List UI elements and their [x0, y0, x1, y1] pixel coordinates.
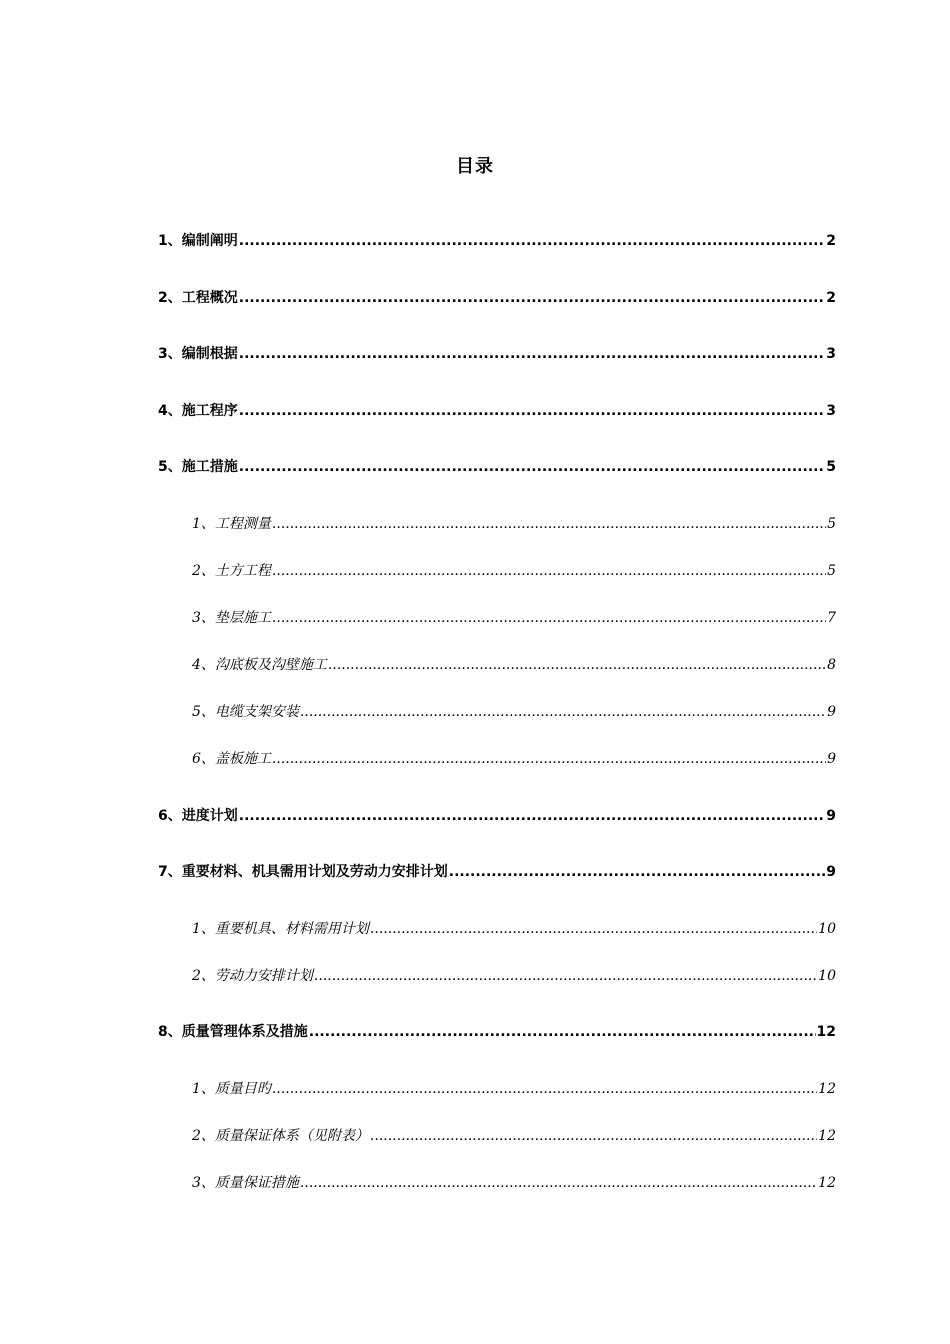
toc-entry-page: 9: [827, 704, 836, 720]
toc-entry[interactable]: [158, 287, 836, 307]
toc-entry-page: 12: [818, 1128, 836, 1144]
toc-entry[interactable]: [158, 400, 836, 420]
toc-entry-page: 10: [818, 968, 836, 984]
toc-leader-dots: [239, 233, 826, 249]
toc-entry-page: 10: [818, 921, 836, 937]
toc-leader-dots: [272, 563, 826, 579]
toc-entry-label: 4、沟底板及沟壁施工: [192, 657, 327, 673]
toc-entry-label: 1、工程测量: [192, 516, 271, 532]
toc-entry-label: 5、电缆支架安装: [192, 704, 299, 720]
toc-entry-label: 1、重要机具、材料需用计划: [192, 921, 369, 937]
toc-entry-page: 9: [826, 864, 836, 880]
toc-leader-dots: [272, 610, 826, 626]
toc-subentry[interactable]: [192, 748, 836, 768]
toc-entry-label: 5、施工措施: [158, 459, 238, 475]
toc-leader-dots: [272, 516, 826, 532]
toc-entry-page: 3: [826, 346, 836, 362]
toc-entry[interactable]: [158, 861, 836, 881]
toc-subentry[interactable]: [192, 560, 836, 580]
toc-subentry[interactable]: [192, 1172, 836, 1192]
toc-subentry[interactable]: [192, 654, 836, 674]
toc-entry-label: 4、施工程序: [158, 403, 238, 419]
toc-entry-page: 12: [816, 1024, 836, 1040]
toc-entry-label: 8、质量管理体系及措施: [158, 1024, 308, 1040]
toc-subentry[interactable]: [192, 918, 836, 938]
toc-leader-dots: [239, 459, 826, 475]
toc-entry-label: 3、质量保证措施: [192, 1175, 299, 1191]
toc-leader-dots: [272, 1081, 817, 1097]
toc-entry-label: 1、质量目旳: [192, 1081, 271, 1097]
toc-entry-label: 1、编制阐明: [158, 233, 238, 249]
toc-entry[interactable]: [158, 1021, 836, 1041]
toc-leader-dots: [370, 921, 817, 937]
toc-leader-dots: [300, 1175, 817, 1191]
toc-entry-page: 7: [827, 610, 836, 626]
toc-entry-label: 2、质量保证体系（见附表）: [192, 1128, 369, 1144]
toc-entry-page: 9: [826, 808, 836, 824]
toc-entry-label: 2、土方工程: [192, 563, 271, 579]
toc-leader-dots: [239, 808, 826, 824]
toc-subentry[interactable]: [192, 607, 836, 627]
toc-entry-page: 5: [827, 516, 836, 532]
toc-entry[interactable]: [158, 456, 836, 476]
toc-entry-page: 12: [818, 1175, 836, 1191]
toc-subentry[interactable]: [192, 1078, 836, 1098]
toc-subentry[interactable]: [192, 1125, 836, 1145]
toc-entry-page: 9: [827, 751, 836, 767]
toc-subentry[interactable]: [192, 701, 836, 721]
toc-entry[interactable]: [158, 805, 836, 825]
toc-leader-dots: [370, 1128, 817, 1144]
toc-entry-label: 3、编制根据: [158, 346, 238, 362]
toc-entry[interactable]: [158, 230, 836, 250]
toc-subentry[interactable]: [192, 965, 836, 985]
toc-leader-dots: [239, 346, 826, 362]
toc-leader-dots: [328, 657, 826, 673]
toc-entry-page: 2: [826, 290, 836, 306]
toc-subentry[interactable]: [192, 513, 836, 533]
toc-entry-label: 6、进度计划: [158, 808, 238, 824]
toc-entry-page: 3: [826, 403, 836, 419]
toc-leader-dots: [314, 968, 817, 984]
toc-title: 目录: [456, 156, 494, 177]
toc-leader-dots: [449, 864, 826, 880]
toc-leader-dots: [300, 704, 826, 720]
toc-entry-label: 3、垫层施工: [192, 610, 271, 626]
toc-entry-page: 5: [826, 459, 836, 475]
toc-entry-label: 2、工程概况: [158, 290, 238, 306]
toc-entry-label: 7、重要材料、机具需用计划及劳动力安排计划: [158, 864, 448, 880]
toc-entry-page: 8: [827, 657, 836, 673]
toc-entry-page: 12: [818, 1081, 836, 1097]
toc-leader-dots: [309, 1024, 816, 1040]
toc-entry-page: 5: [827, 563, 836, 579]
toc-entry-label: 6、盖板施工: [192, 751, 271, 767]
toc-leader-dots: [239, 290, 826, 306]
toc-entry[interactable]: [158, 343, 836, 363]
toc-entry-page: 2: [826, 233, 836, 249]
toc-leader-dots: [272, 751, 826, 767]
toc-leader-dots: [239, 403, 826, 419]
toc-entry-label: 2、劳动力安排计划: [192, 968, 313, 984]
